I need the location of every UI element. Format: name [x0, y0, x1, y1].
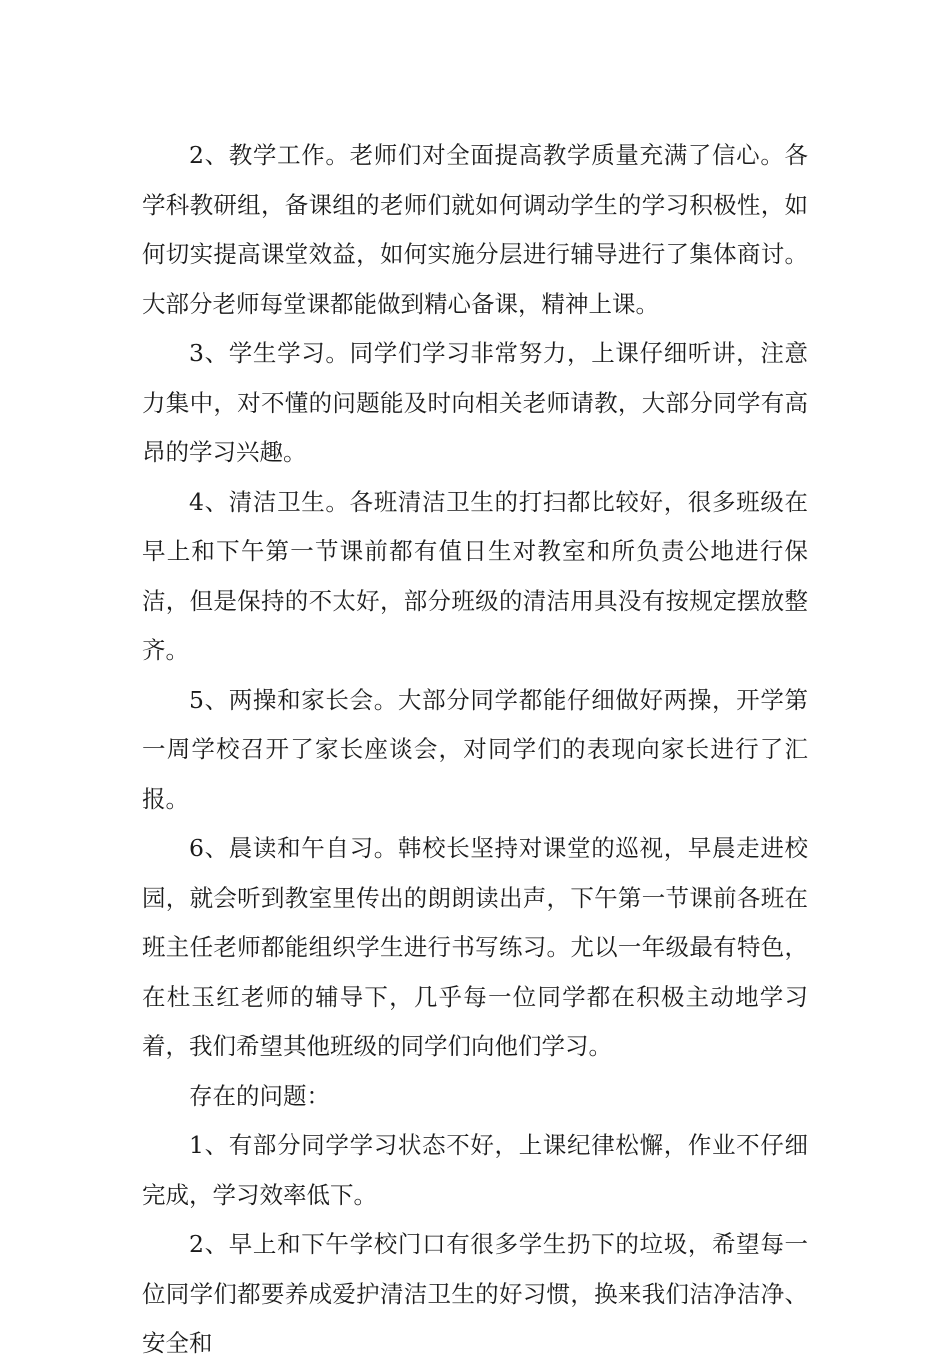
paragraph-problems-heading: 存在的问题：	[189, 1081, 330, 1110]
paragraph-morning-reading: 6、晨读和午自习。韩校长坚持对课堂的巡视，早晨走进校园，就会听到教室里传出的朗朗读出声，下午第一节课前各班在班主任老师都能组织学生进行书写练习。尤以一年级最有特色，在杜玉红老师的辅导下，几乎每一位同学都在积极主动地学习着，我们希望其他班级的同学们向他们学习。	[142, 834, 808, 1060]
paragraph-exercises-parents-meeting: 5、两操和家长会。大部分同学都能仔细做好两操，开学第一周学校召开了家长座谈会，对同学们的表现向家长进行了汇报。	[142, 685, 808, 813]
paragraph-problem-1: 1、有部分同学学习状态不好，上课纪律松懈，作业不仔细完成，学习效率低下。	[142, 1131, 808, 1209]
paragraph-problem-2: 2、早上和下午学校门口有很多学生扔下的垃圾，希望每一位同学们都要养成爱护清洁卫生的好习惯，换来我们洁净洁净、安全和	[142, 1230, 808, 1357]
paragraph-teaching-work: 2、教学工作。老师们对全面提高教学质量充满了信心。各学科教研组，备课组的老师们就如何调动学生的学习积极性，如何切实提高课堂效益，如何实施分层进行辅导进行了集体商讨。大部分老师每堂课都能做到精心备课，精神上课。	[142, 141, 808, 318]
paragraph-student-study: 3、学生学习。同学们学习非常努力，上课仔细听讲，注意力集中，对不懂的问题能及时向相关老师请教，大部分同学有高昂的学习兴趣。	[142, 339, 808, 466]
paragraph-cleaning: 4、清洁卫生。各班清洁卫生的打扫都比较好，很多班级在早上和下午第一节课前都有值日生对教室和所负责公地进行保洁，但是保持的不太好，部分班级的清洁用具没有按规定摆放整齐。	[142, 487, 808, 664]
document-page	[142, 131, 808, 1369]
